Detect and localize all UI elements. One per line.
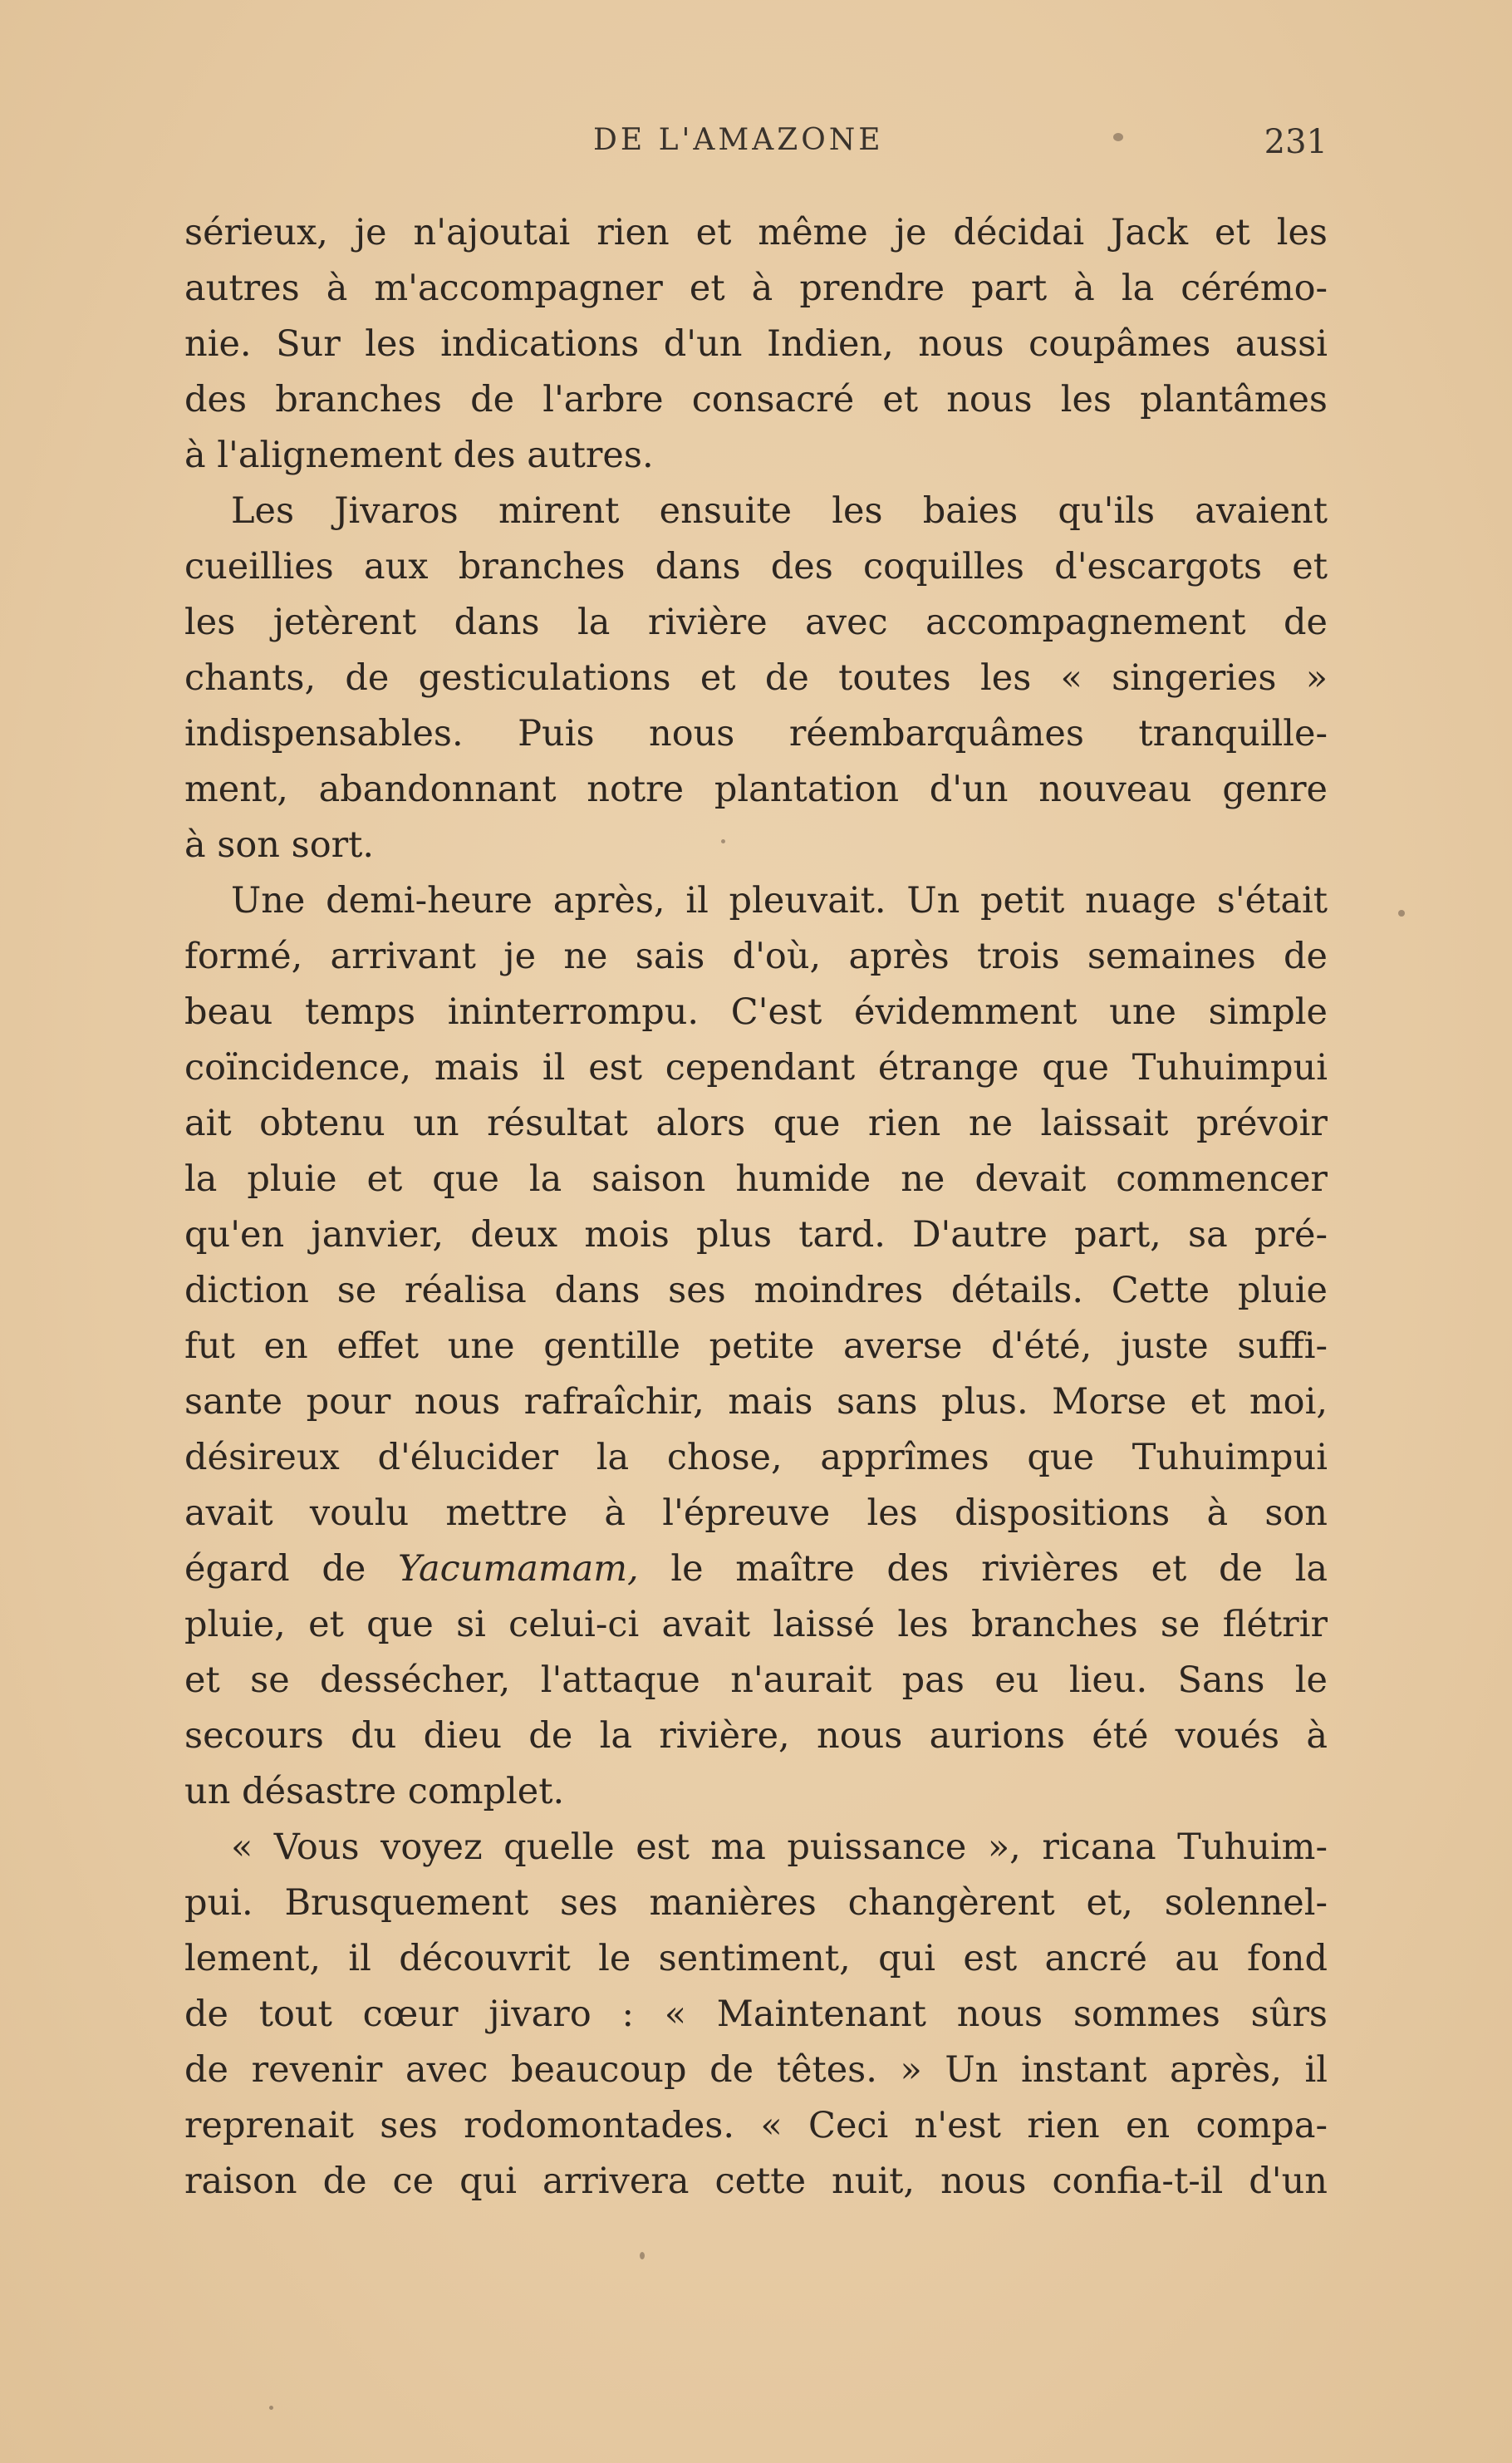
text-line: secours du dieu de la rivière, nous aurions été voués à bbox=[184, 1715, 1328, 1757]
text-line: sérieux, je n'ajoutai rien et même je décidai Jack et les bbox=[184, 212, 1328, 253]
text-line: un désastre complet. bbox=[184, 1771, 565, 1812]
text-line: de tout cœur jivaro : « Maintenant nous sommes sûrs bbox=[184, 1994, 1328, 2035]
text-line: beau temps ininterrompu. C'est évidemment une simple bbox=[184, 991, 1328, 1033]
text-line bbox=[184, 1541, 1328, 1597]
text-line: ment, abandonnant notre plantation d'un nouveau genre bbox=[184, 769, 1328, 810]
text-line: et se dessécher, l'attaque n'aurait pas eu lieu. Sans le bbox=[184, 1659, 1328, 1701]
text-line: à son sort. bbox=[184, 824, 375, 866]
text-line: de revenir avec beaucoup de têtes. » Un instant après, il bbox=[184, 2049, 1328, 2091]
text-line: désireux d'élucider la chose, apprîmes que Tuhuimpui bbox=[184, 1437, 1328, 1478]
paper-speck bbox=[640, 2252, 645, 2259]
text-segment: égard de bbox=[184, 1548, 366, 1590]
page-header bbox=[184, 123, 1328, 165]
text-line: autres à m'accompagner et à prendre part à la cérémo- bbox=[184, 268, 1328, 309]
text-line: diction se réalisa dans ses moindres détails. Cette pluie bbox=[184, 1270, 1328, 1311]
text-line: pluie, et que si celui-ci avait laissé les branches se flétrir bbox=[184, 1604, 1328, 1645]
text-line: fut en effet une gentille petite averse d'été, juste suffi- bbox=[184, 1325, 1328, 1367]
paper-speck bbox=[1398, 910, 1405, 917]
italic-name: Yacumamam, bbox=[398, 1548, 639, 1590]
text-line: avait voulu mettre à l'épreuve les dispositions à son bbox=[184, 1492, 1328, 1534]
body-text bbox=[184, 205, 1328, 2266]
text-segment: le maître des rivières et de la bbox=[670, 1548, 1328, 1590]
text-line: nie. Sur les indications d'un Indien, nous coupâmes aussi bbox=[184, 323, 1328, 365]
text-line: Une demi-heure après, il pleuvait. Un petit nuage s'était bbox=[231, 880, 1328, 922]
text-line: chants, de gesticulations et de toutes les « singeries » bbox=[184, 657, 1328, 699]
text-line: cueillies aux branches dans des coquilles d'escargots et bbox=[184, 546, 1328, 587]
text-line: Les Jivaros mirent ensuite les baies qu'ils avaient bbox=[231, 490, 1328, 532]
paper-speck bbox=[269, 2406, 273, 2410]
page-number: 231 bbox=[1264, 123, 1328, 161]
paper-speck bbox=[1113, 133, 1123, 141]
text-line: à l'alignement des autres. bbox=[184, 435, 654, 476]
text-line: reprenait ses rodomontades. « Ceci n'est rien en compa- bbox=[184, 2105, 1328, 2146]
paper-speck bbox=[721, 839, 725, 843]
text-line: qu'en janvier, deux mois plus tard. D'autre part, sa pré- bbox=[184, 1214, 1328, 1256]
text-line: ait obtenu un résultat alors que rien ne laissait prévoir bbox=[184, 1103, 1328, 1144]
text-line: raison de ce qui arrivera cette nuit, nous confia-t-il d'un bbox=[184, 2161, 1328, 2202]
text-line: lement, il découvrit le sentiment, qui est ancré au fond bbox=[184, 1938, 1328, 1979]
text-line: des branches de l'arbre consacré et nous les plantâmes bbox=[184, 379, 1328, 420]
text-line: sante pour nous rafraîchir, mais sans plus. Morse et moi, bbox=[184, 1381, 1328, 1423]
text-line: les jetèrent dans la rivière avec accompagnement de bbox=[184, 602, 1328, 643]
text-line: la pluie et que la saison humide ne devait commencer bbox=[184, 1158, 1328, 1200]
text-line: indispensables. Puis nous réembarquâmes tranquille- bbox=[184, 713, 1328, 755]
text-line: pui. Brusquement ses manières changèrent et, solennel- bbox=[184, 1882, 1328, 1924]
text-line: coïncidence, mais il est cependant étrange que Tuhuimpui bbox=[184, 1047, 1328, 1089]
running-head: DE L'AMAZONE bbox=[593, 123, 884, 157]
text-line: formé, arrivant je ne sais d'où, après trois semaines de bbox=[184, 936, 1328, 977]
text-line: « Vous voyez quelle est ma puissance », ricana Tuhuim- bbox=[231, 1826, 1328, 1868]
